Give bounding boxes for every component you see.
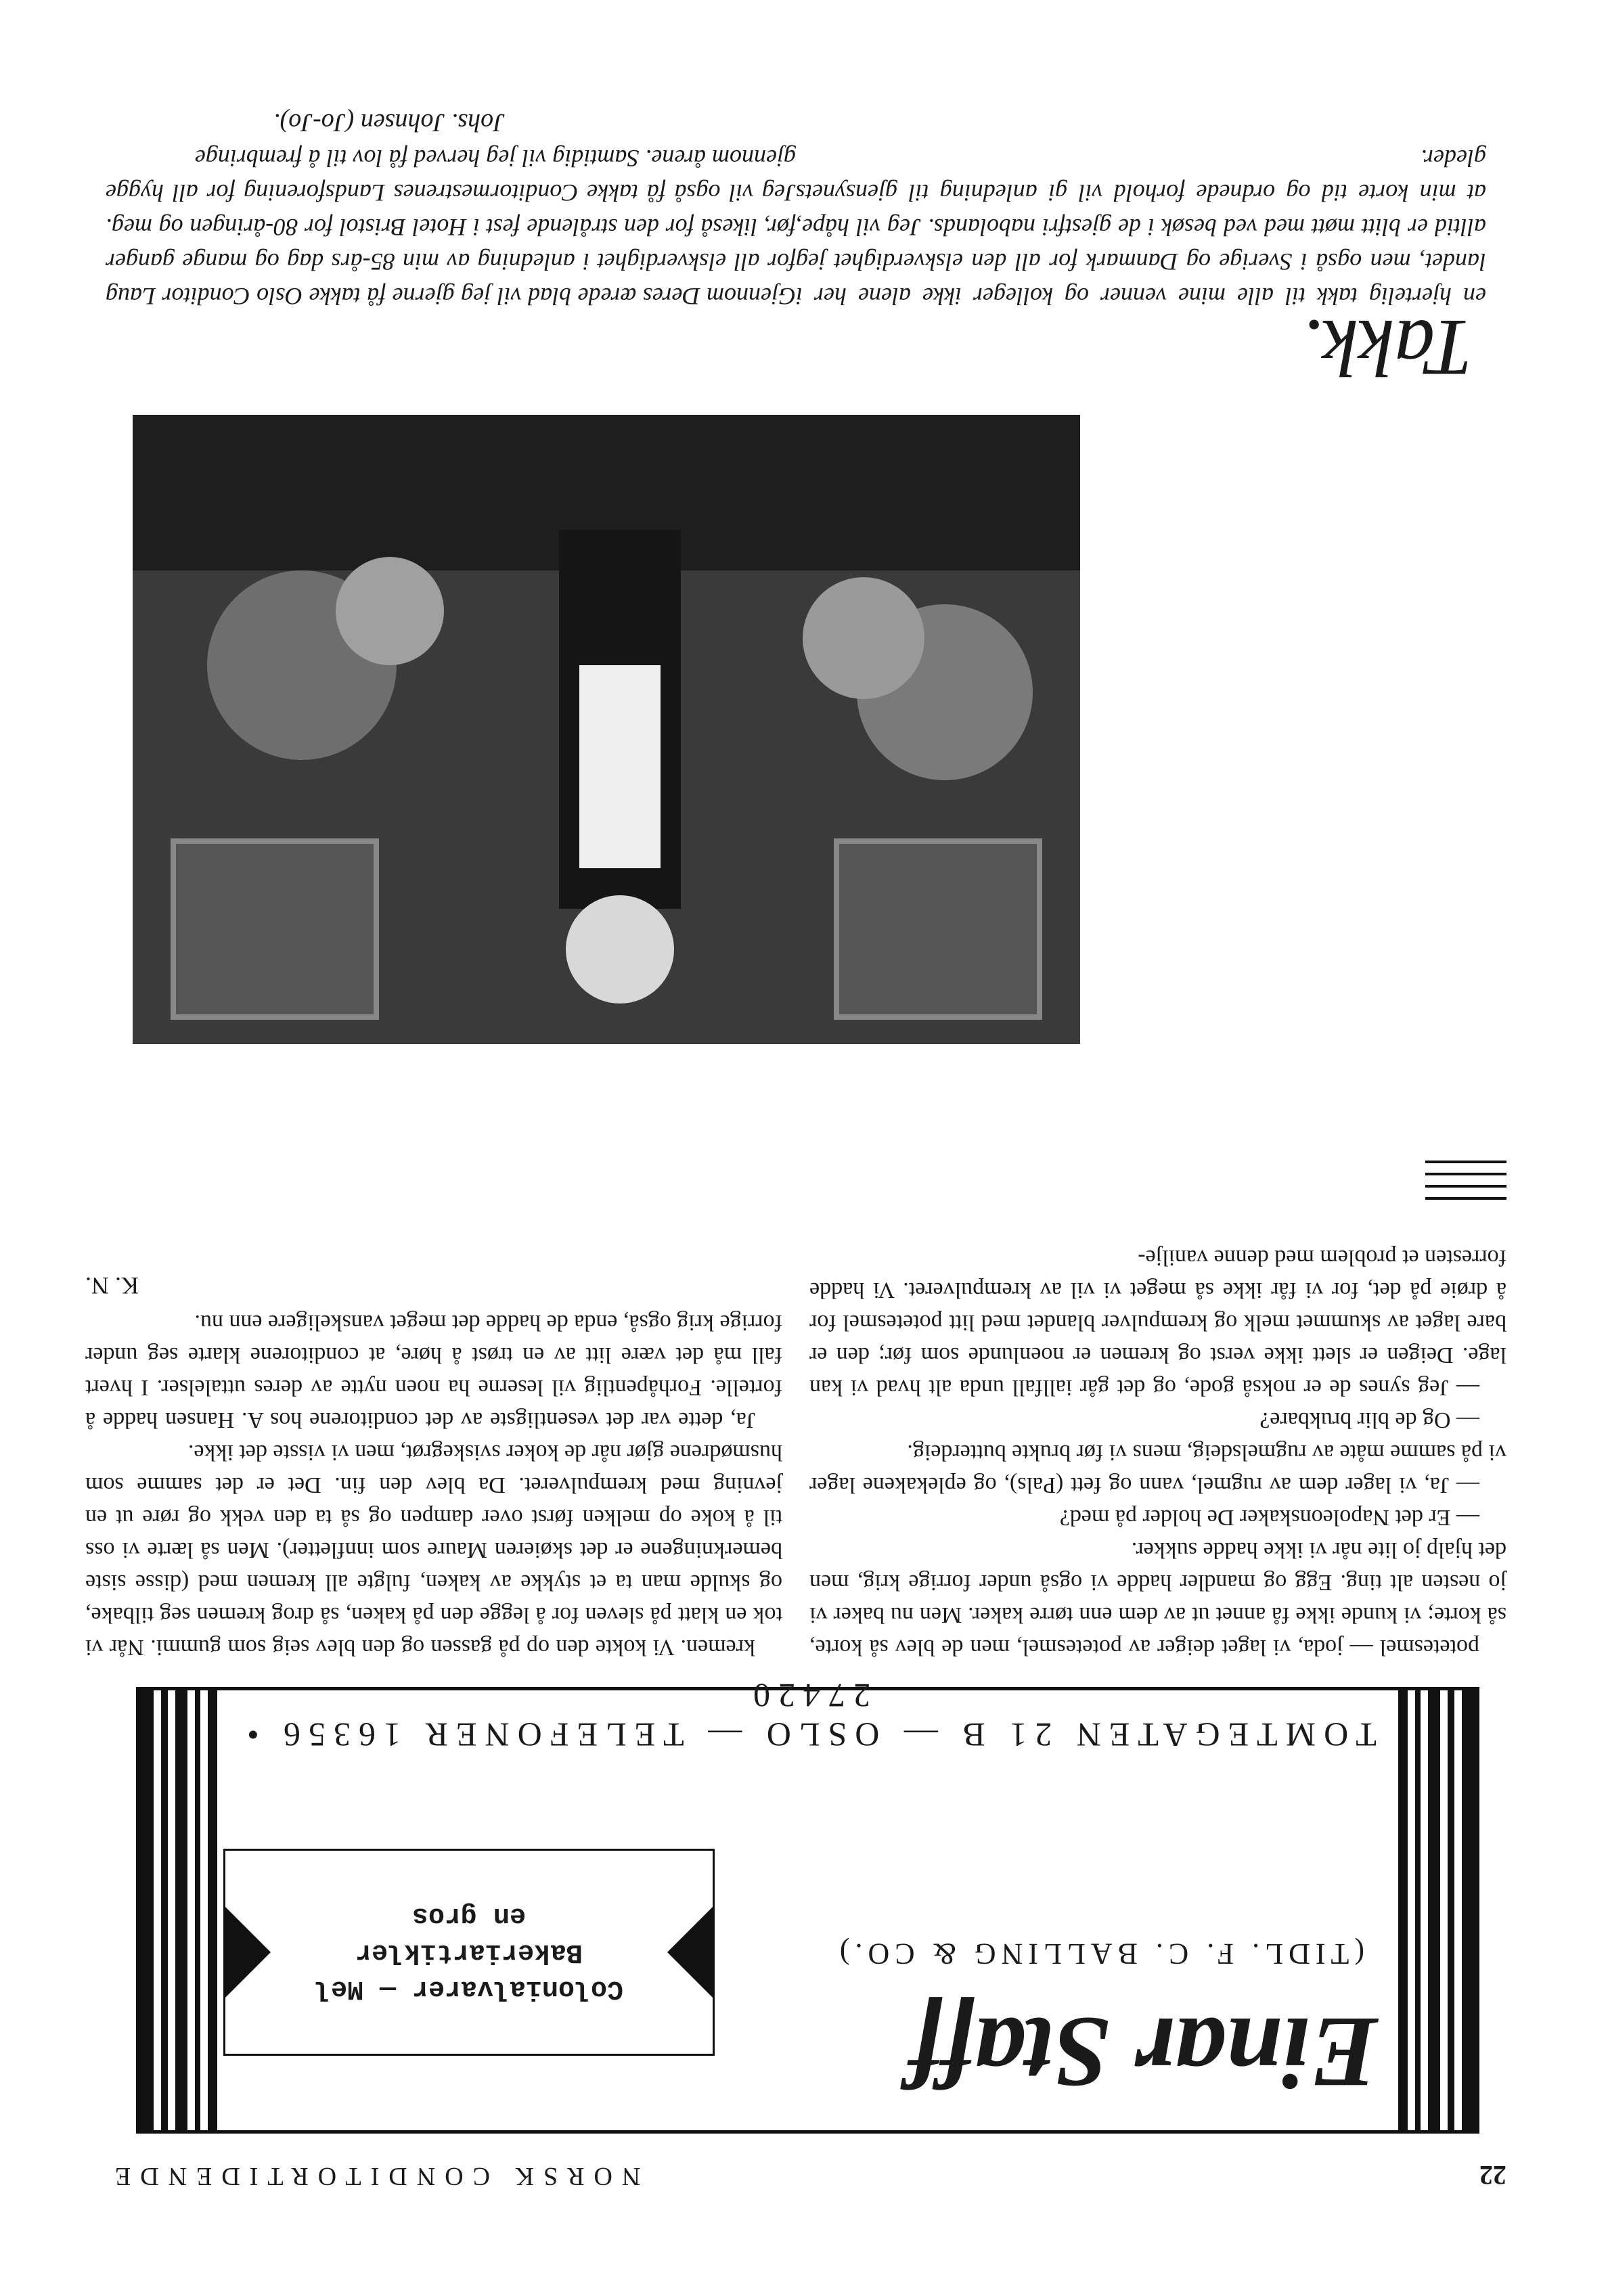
article-signature: K. N. <box>85 1272 139 1299</box>
ad-company-name: Einar Staff <box>908 1996 1378 2109</box>
thanks-signature: Johs. Johnsen (Jo-Jo). <box>273 108 505 137</box>
ad-product-line: en gros <box>411 1900 527 1931</box>
article-paragraph: — Ja, vi lager dem av rugmel, vann og fett (Pals), og eplekakene lager vi på samme måte av rugmelsdeig, mens vi før brukte butterdeig. <box>809 1440 1506 1498</box>
photograph <box>133 415 1080 1044</box>
article-paragraph: Ja, dette var det vesentligste av det conditorene hos A. Hansen hadde å fortelle. Forhåpentlig vil leserne ha noen nytte av deres uttalelser. I hvert fall må det være litt av en trøst å høre, at conditorene klarte seg under forrige krig også, enda de hadde det meget vanskeligere enn nu. <box>85 1310 782 1433</box>
article-paragraph: — Jeg synes de er nokså gode, og det går iallfall unda alt hvad vi kan lage. Deigen er slett ikke verst og kremen er noenlunde som før; den er bare laget av skummet melk og krempulver blandet med litt potetesmel for å drøie på det, for vi får ikke så meget vi vil av krempulveret. Vi hadde forresten et problem med denne vanilje- <box>809 1245 1506 1400</box>
ad-company-sub: (TIDL. F. C. BALLING & CO.) <box>834 1937 1364 1971</box>
ad-box-corner-right <box>223 1905 271 2000</box>
running-title: NORSK CONDITORTIDENDE <box>106 2162 641 2190</box>
ad-product-line: Bakeriartikler <box>355 1937 583 1967</box>
ad-address: TOMTEGATEN 21 B — OSLO — TELEFONER 16356 • 27420 <box>239 1677 1377 1754</box>
thanks-title: Takk. <box>1301 303 1473 393</box>
article-column-right <box>85 1269 782 1663</box>
ad-box-corner-left <box>667 1905 715 2000</box>
thanks-text-right: Gjennom Deres ærede blad vil jeg gjerne få takke Oslo Conditor Laug for all elskverdighet i anledning av min 85-års dag og mange ganger før, likeså for den strålende fest i Hotel Bristol for 80-åringen og meg. Jeg vil også få takke Conditormestrenes Landsforening for all hygge gjennom årene. Samtidig vil jeg herved få lov til å frembringe <box>106 145 796 310</box>
article-paragraph: — Og de blir brukbare? <box>1259 1408 1479 1433</box>
article-paragraph: kremen. Vi kokte den op på gassen og den blev seig som gummi. Når vi tok en klatt på sleven for å legge den på kaken, så drog kremen seg tilbake, og skulde man ta et stykke av kaken, fulgte all kremen med (disse siste bemerkningene er det skøieren Maure som innfletter). Men så lærte vi oss til å koke op melken først over dampen og så ta den vekk og røre ut en jevning med krempulveret. Da blev den fin. Det er det samme som husmødrene gjør når de koker sviskegrøt, men vi visste det ikke. <box>85 1440 782 1660</box>
advertisement <box>136 1677 1479 2134</box>
thanks-text-left: en hjertelig takk til alle mine venner og kolleger ikke alene her i landet, men også i Sverige og Danmark for all den elskverdighet jeg alltid er blitt møtt med ved besøk i de gjestfri nabolands. Jeg vil håpe, at min korte tid og ordnede forhold vil gi anledning til gjensynets gleder. <box>796 145 1486 310</box>
page-header <box>106 2151 1506 2191</box>
ad-stripes-right <box>136 1690 217 2130</box>
article-column-left <box>809 1241 1506 1663</box>
article-paragraph: potetesmel — joda, vi laget deiger av potetesmel, men de blev så korte, så korte; vi kunde ikke få annet ut av dem enn tørre kaker. Men nu baker vi jo nesten alt ting. Egg og mandler hadde vi også under forrige krig, men det hjalp jo lite når vi ikke hadde sukker. <box>809 1537 1506 1660</box>
section-divider <box>1425 1151 1506 1200</box>
ad-product-line: Colonialvarer — Mel <box>314 1973 624 2004</box>
photo-illustration <box>133 415 1080 1044</box>
article-paragraph: — Er det Napoleonskaker De holder på med? <box>1059 1505 1479 1530</box>
ad-product-box <box>223 1849 715 2056</box>
page-number: 22 <box>1479 2160 1506 2190</box>
ad-stripes-left <box>1398 1690 1479 2130</box>
